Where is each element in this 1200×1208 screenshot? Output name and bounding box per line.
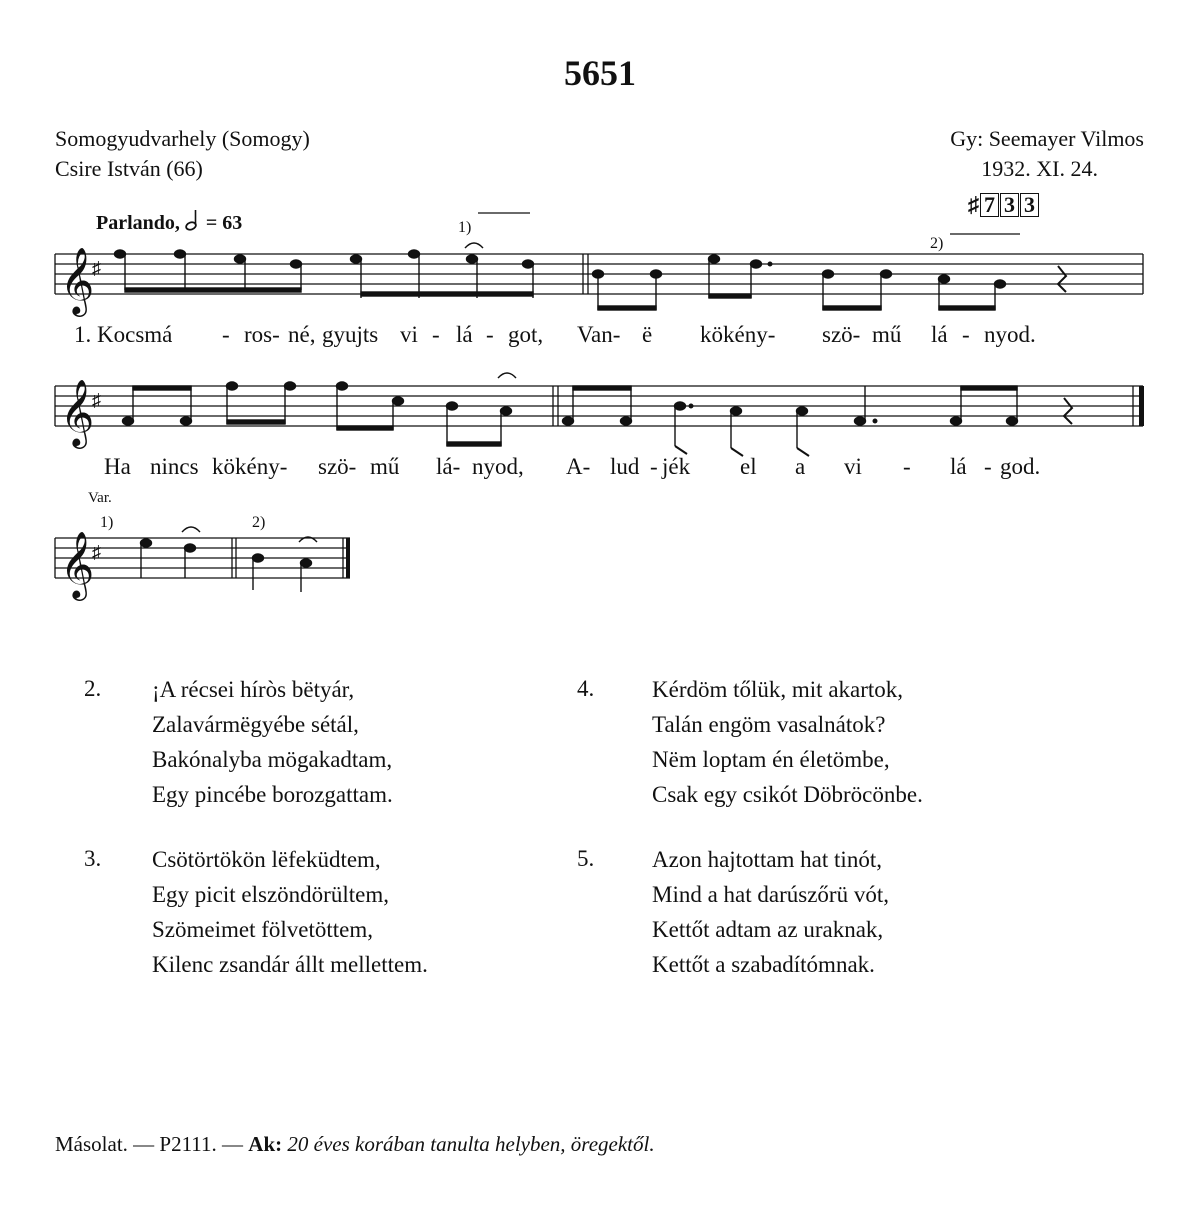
location: Somogyudvarhely (Somogy) [55,126,310,151]
mode-box: 7 [980,193,999,217]
lyric-syllable: - [486,322,494,347]
lyric-syllable: ros- [244,322,280,347]
mode-box: 3 [1000,193,1019,217]
lyric-syllable: 1. Kocsmá [74,322,173,347]
stanza-line: ¡A récsei híròs bëtyár, [152,677,355,702]
treble-clef-icon: 𝄞 [60,380,95,445]
stanza-line: Csötörtökön lëfeküdtem, [152,847,381,872]
lyric-syllable: got, [508,322,544,347]
variant-mark-2: 2) [930,235,944,252]
lyric-syllable: mű [370,454,400,479]
lyric-syllable: Van- [577,322,621,347]
stanza-line: Kettőt a szabadítómnak. [652,952,875,977]
lyrics-line-2 [0,454,1200,486]
lyric-syllable: - [222,322,230,347]
lyric-syllable: - [903,454,911,479]
lyric-syllable: lá- [436,454,461,479]
stanza-line: Azon hajtottam hat tinót, [652,847,882,872]
footer-note [55,1132,655,1157]
lyric-syllable: - [962,322,970,347]
lyric-syllable: lá [931,322,948,347]
notes-variant [141,527,318,592]
variant-mark-1: 1) [458,219,472,236]
lyric-syllable: - [984,454,992,479]
song-number: 5651 [564,53,636,93]
stanza-line: Bakónalyba mögakadtam, [152,747,393,772]
lyric-syllable: mű [872,322,902,347]
stanza-line: Nëm loptam én életömbe, [652,747,890,772]
stanza-line: Zalavármëgyébe sétál, [152,712,359,737]
tempo-label: Parlando, [96,212,180,234]
stanza-line: Csak egy csikót Döbröcönbe. [652,782,923,807]
stanza-line: Talán engöm vasalnátok? [652,712,886,737]
lyric-syllable: gyujts [322,322,379,347]
lyric-syllable: vi [400,322,418,347]
footer-ak-label: Ak: [248,1132,283,1156]
lyric-syllable: A- [566,454,591,479]
lyric-syllable: el [740,454,757,479]
stanza-2 [152,672,393,812]
stanza-number: 3. [84,846,102,871]
lyrics-line-1 [0,322,1200,354]
lyric-syllable: Ha [104,454,131,479]
variant-label: Var. [88,490,112,506]
stanza-line: Egy picit elszöndörültem, [152,882,389,907]
variant-mark-2: 2) [252,514,266,531]
stanza-line: Kettőt adtam az uraknak, [652,917,884,942]
lyric-syllable: lá [456,322,473,347]
sharp-icon: ♯ [968,192,979,217]
variant-mark-1: 1) [100,514,114,531]
lyric-syllable: god. [1000,454,1041,479]
lyric-syllable: kökény- [700,322,776,347]
collector: Gy: Seemayer Vilmos [950,126,1144,151]
lyric-syllable: jék [662,454,691,479]
stanza-line: Egy pincébe borozgattam. [152,782,393,807]
stanza-line: Mind a hat darúszőrü vót, [652,882,889,907]
footer-source: Másolat. — P2111. — [55,1132,244,1156]
lyric-syllable: nyod. [984,322,1036,347]
treble-clef-icon: 𝄞 [60,248,95,313]
stanza-5 [652,842,889,982]
sharp-icon: ♯ [92,542,101,562]
stanza-line: Kilenc zsandár állt mellettem. [152,952,428,977]
mode-box: 3 [1020,193,1039,217]
lyric-syllable: - [650,454,658,479]
lyric-syllable: lud [610,454,640,479]
sharp-icon: ♯ [92,390,101,410]
singer: Csire István (66) [55,156,203,181]
treble-clef-icon: 𝄞 [60,532,95,597]
stanza-number: 5. [577,846,595,871]
lyric-syllable: kökény- [212,454,288,479]
lyric-syllable: szö- [822,322,861,347]
lyric-syllable: ë [642,322,653,347]
lyric-syllable: - [432,322,440,347]
footer-ak-text: 20 éves korában tanulta helyben, öregektől. [287,1132,655,1156]
tempo-value: = 63 [205,212,243,234]
stanza-line: Kérdöm tőlük, mit akartok, [652,677,904,702]
collection-date: 1932. XI. 24. [981,156,1098,181]
lyric-syllable: a [795,454,806,479]
notes-system-1 [115,243,1067,310]
stanza-3 [152,842,428,982]
sharp-icon: ♯ [92,258,101,278]
lyric-syllable: lá [950,454,967,479]
stanza-4 [652,672,923,812]
lyric-syllable: nyod, [472,454,524,479]
lyric-syllable: szö- [318,454,357,479]
lyric-syllable: né, [288,322,316,347]
lyric-syllable: nincs [150,454,199,479]
stanza-number: 2. [84,676,102,701]
stanza-line: Szömeimet fölvetöttem, [152,917,374,942]
lyric-syllable: vi [844,454,862,479]
stanza-number: 4. [577,676,595,701]
